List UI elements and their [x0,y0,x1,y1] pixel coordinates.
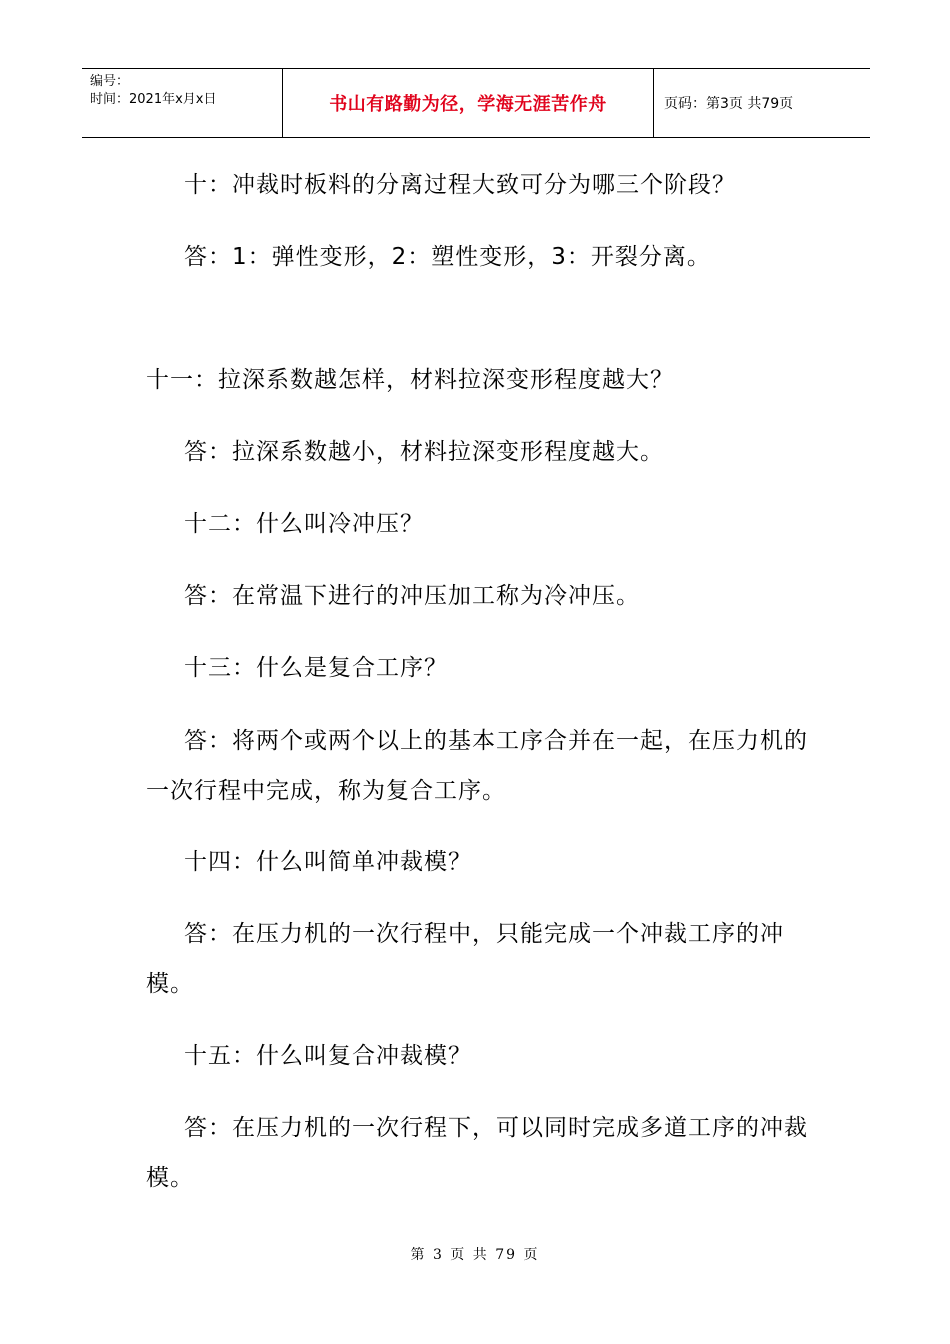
answer-12: 答：在常温下进行的冲压加工称为冷冲压。 [184,583,640,609]
question-15: 十五：什么叫复合冲裁模？ [184,1043,472,1069]
question-11: 十一：拉深系数越怎样，材料拉深变形程度越大？ [146,367,674,393]
question-12: 十二：什么叫冷冲压？ [184,511,424,537]
answer-10: 答：1：弹性变形，2：塑性变形，3：开裂分离。 [184,244,711,270]
answer-14: 答：在压力机的一次行程中，只能完成一个冲裁工序的冲模。 [146,921,784,997]
answer-11: 答：拉深系数越小，材料拉深变形程度越大。 [184,439,664,465]
answer-15: 答：在压力机的一次行程下，可以同时完成多道工序的冲裁模。 [146,1115,808,1191]
header-page-info: 页码：第3页 共79页 [664,96,794,112]
header-meta [82,69,282,137]
document-date: 时间：2021年x月x日 [90,92,217,107]
page-header [82,68,870,138]
question-14: 十四：什么叫简单冲裁模？ [184,849,472,875]
document-number: 编号： [90,74,130,89]
question-10: 十：冲裁时板料的分离过程大致可分为哪三个阶段？ [184,172,736,198]
page-footer: 第 3 页 共 79 页 [410,1247,540,1263]
answer-13: 答：将两个或两个以上的基本工序合并在一起，在压力机的一次行程中完成，称为复合工序。 [146,728,808,804]
header-motto: 书山有路勤为径，学海无涯苦作舟 [282,69,654,137]
question-13: 十三：什么是复合工序？ [184,655,448,681]
